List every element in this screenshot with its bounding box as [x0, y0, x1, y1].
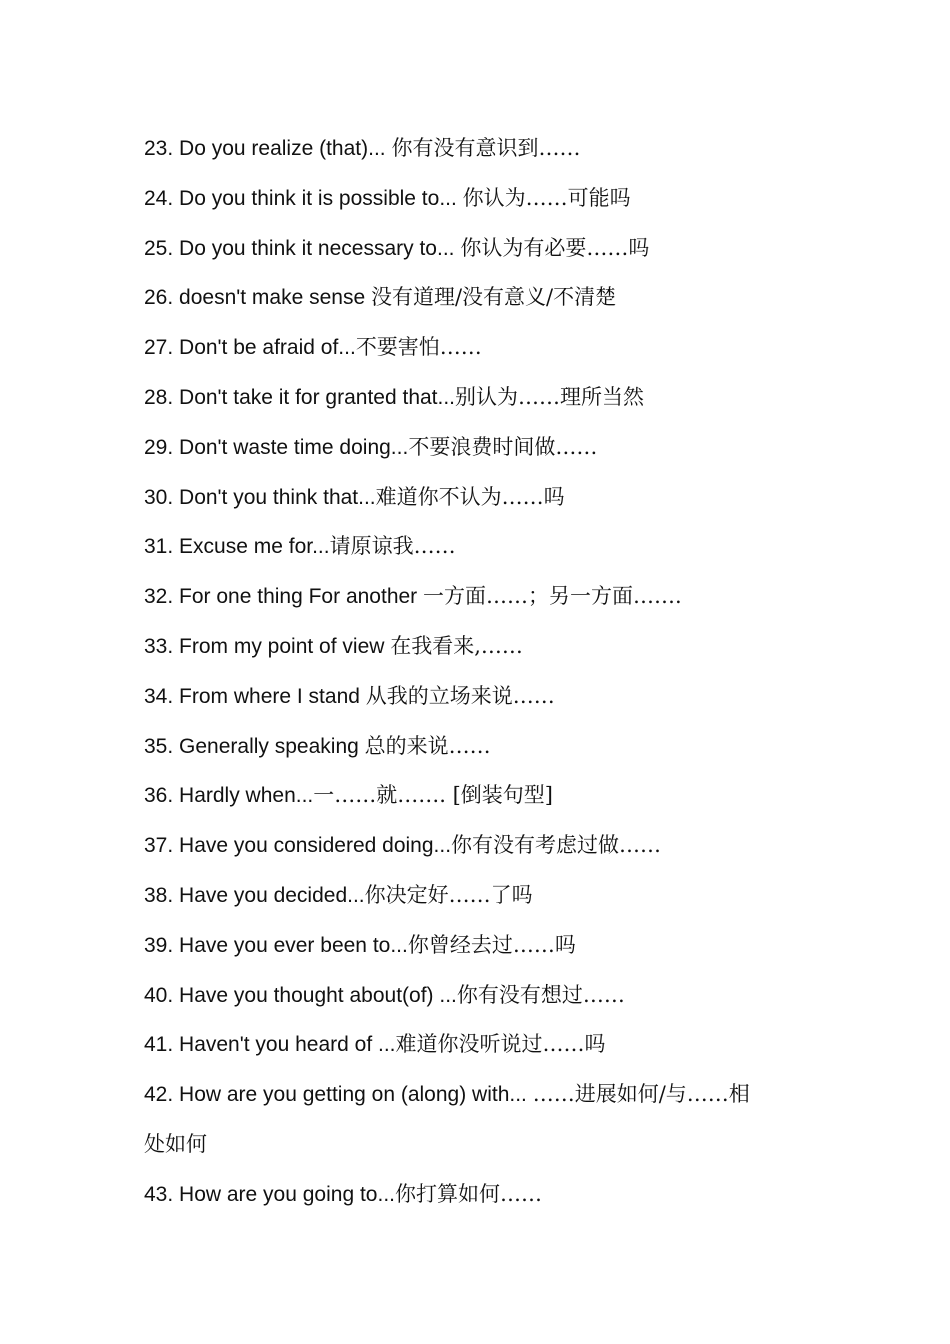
phrase-line-40	[144, 971, 804, 1021]
phrase-english: 41. Haven't you heard of ...	[144, 1033, 396, 1057]
phrase-line-31	[144, 522, 804, 572]
phrase-chinese: 从我的立场来说……	[365, 683, 555, 708]
phrase-chinese: 你曾经去过……吗	[407, 932, 576, 957]
phrase-line-43	[144, 1170, 804, 1220]
phrase-english: 37. Have you considered doing...	[144, 834, 452, 858]
phrase-line-38	[144, 871, 804, 921]
phrase-chinese: 一方面……；另一方面…….	[423, 584, 682, 609]
phrase-chinese: 不要害怕……	[355, 335, 482, 360]
phrase-english: 25. Do you think it necessary to...	[144, 236, 461, 260]
phrase-english: 27. Don't be afraid of...	[144, 336, 356, 360]
phrase-chinese: 没有道理/没有意义/不清楚	[370, 285, 617, 310]
phrase-chinese: 你有没有意识到……	[391, 136, 581, 160]
phrase-chinese: ……进展如何/与……相	[532, 1082, 750, 1107]
phrase-chinese: 别认为……理所当然	[455, 384, 645, 409]
phrase-chinese: 你认为……可能吗	[462, 185, 631, 210]
phrase-english: 33. From my point of view	[144, 634, 391, 658]
phrase-chinese: 一……就……. [倒装句型]	[313, 783, 554, 808]
phrase-english: 36. Hardly when...	[144, 784, 314, 808]
phrase-line-39	[144, 921, 804, 971]
phrase-english: 39. Have you ever been to...	[144, 933, 408, 957]
phrase-line-30	[144, 473, 804, 523]
phrase-line-29	[144, 423, 804, 473]
phrase-english: 26. doesn't make sense	[144, 286, 371, 310]
phrase-line-42	[144, 1070, 804, 1120]
phrase-english: 40. Have you thought about(of) ...	[144, 983, 457, 1007]
phrase-line-37	[144, 821, 804, 871]
phrase-chinese: 不要浪费时间做……	[408, 434, 598, 459]
phrase-line-41	[144, 1020, 804, 1070]
phrase-chinese: 难道你不认为……吗	[375, 484, 565, 509]
phrase-line-24	[144, 174, 804, 224]
phrase-line-32	[144, 572, 804, 622]
phrase-chinese: 处如何	[144, 1131, 207, 1156]
phrase-list	[144, 124, 804, 1220]
phrase-chinese: 在我看来,……	[390, 633, 523, 658]
phrase-english: 28. Don't take it for granted that...	[144, 385, 456, 409]
phrase-chinese: 你打算如何……	[395, 1181, 542, 1206]
phrase-line-27	[144, 323, 804, 373]
phrase-chinese: 你有没有考虑过做……	[451, 833, 662, 858]
phrase-chinese: 你决定好……了吗	[364, 882, 533, 907]
phrase-english: 38. Have you decided...	[144, 883, 365, 907]
phrase-english: 24. Do you think it is possible to...	[144, 186, 463, 210]
phrase-chinese: 总的来说……	[364, 733, 491, 758]
phrase-line-33	[144, 622, 804, 672]
phrase-line-42-continued	[144, 1120, 804, 1170]
phrase-chinese: 难道你没听说过……吗	[395, 1032, 606, 1057]
phrase-english: 43. How are you going to...	[144, 1182, 395, 1206]
phrase-english: 42. How are you getting on (along) with...	[144, 1083, 533, 1107]
phrase-english: 29. Don't waste time doing...	[144, 435, 409, 459]
phrase-line-25	[144, 224, 804, 274]
phrase-english: 23. Do you realize (that)...	[144, 137, 392, 160]
phrase-english: 31. Excuse me for...	[144, 535, 330, 559]
phrase-chinese: 请原谅我……	[329, 534, 456, 559]
phrase-line-26	[144, 273, 804, 323]
phrase-english: 35. Generally speaking	[144, 734, 365, 758]
phrase-english: 32. For one thing For another	[144, 585, 423, 609]
phrase-english: 34. From where I stand	[144, 684, 366, 708]
phrase-line-28	[144, 373, 804, 423]
phrase-line-34	[144, 672, 804, 722]
phrase-chinese: 你有没有想过……	[456, 982, 625, 1007]
phrase-line-35	[144, 722, 804, 772]
phrase-english: 30. Don't you think that...	[144, 485, 376, 509]
phrase-line-36	[144, 771, 804, 821]
phrase-line-23	[144, 124, 804, 174]
phrase-chinese: 你认为有必要……吗	[460, 235, 650, 260]
